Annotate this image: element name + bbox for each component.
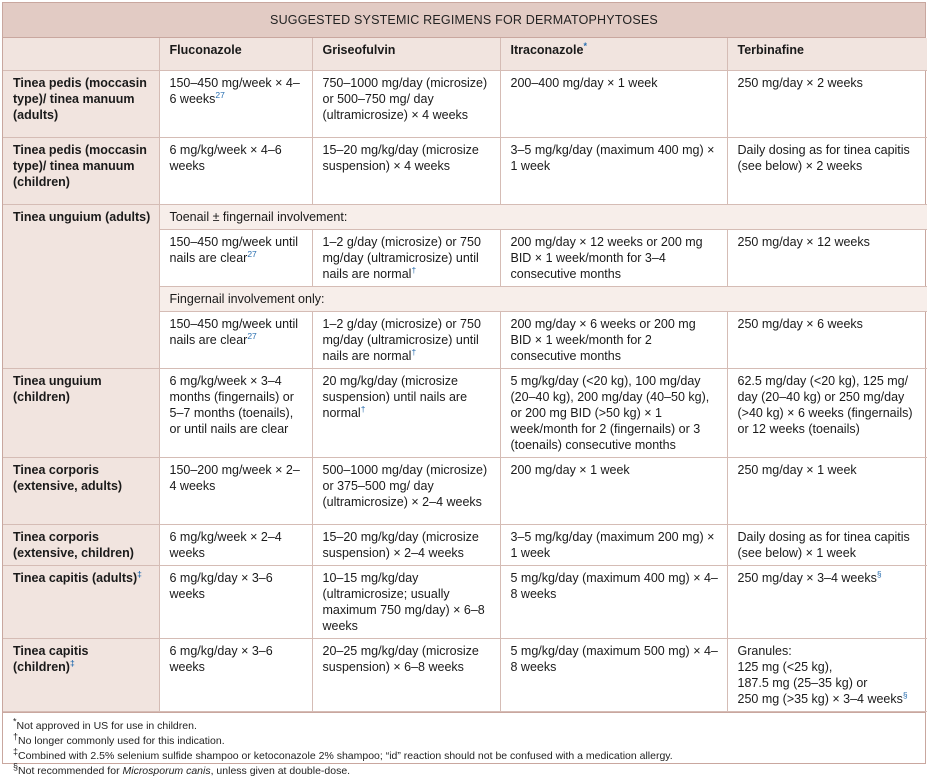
cell-unguium-children-griseofulvin: 20 mg/kg/day (microsize suspension) until nails are normal† <box>312 369 500 458</box>
cell-unguium-children-itraconazole: 5 mg/kg/day (<20 kg), 100 mg/day (20–40 kg), 200 mg/day (40–50 kg), or 200 mg BID (>50 kg) × 1 week/month for 2 (fingernails) or 3 (toenails) consecutive months <box>500 369 727 458</box>
cell-corporis-adults-fluconazole: 150–200 mg/week × 2–4 weeks <box>159 458 312 525</box>
cell-corporis-adults-itraconazole: 200 mg/day × 1 week <box>500 458 727 525</box>
row-label-corporis-children: Tinea corporis (extensive, children) <box>3 525 159 566</box>
cell-capitis-children-fluconazole: 6 mg/kg/day × 3–6 weeks <box>159 639 312 712</box>
footnotes <box>3 712 925 779</box>
cell-pedis-adults-griseofulvin: 750–1000 mg/day (microsize) or 500–750 mg/ day (ultramicrosize) × 4 weeks <box>312 71 500 138</box>
table-row <box>3 369 927 458</box>
cell-pedis-children-fluconazole: 6 mg/kg/week × 4–6 weeks <box>159 138 312 205</box>
regimen-table-panel <box>2 2 926 777</box>
cell-capitis-children-terbinafine: Granules: 125 mg (<25 kg), 187.5 mg (25–35 kg) or 250 mg (>35 kg) × 3–4 weeks§ <box>727 639 927 712</box>
cell-capitis-children-itraconazole: 5 mg/kg/day (maximum 500 mg) × 4–8 weeks <box>500 639 727 712</box>
row-label-pedis-children: Tinea pedis (moccasin type)/ tinea manuum (children) <box>3 138 159 205</box>
cell-unguium-children-fluconazole: 6 mg/kg/week × 3–4 months (fingernails) or 5–7 months (toenails), or until nails are clear <box>159 369 312 458</box>
row-label-unguium-children: Tinea unguium (children) <box>3 369 159 458</box>
cell-unguium-toe-terbinafine: 250 mg/day × 12 weeks <box>727 230 927 287</box>
cell-capitis-adults-griseofulvin: 10–15 mg/kg/day (ultramicrosize; usually maximum 750 mg/day) × 6–8 weeks <box>312 566 500 639</box>
table-title: SUGGESTED SYSTEMIC REGIMENS FOR DERMATOPHYTOSES <box>3 3 925 38</box>
row-label-corporis-adults: Tinea corporis (extensive, adults) <box>3 458 159 525</box>
footnote-3: ‡Combined with 2.5% selenium sulfide shampoo or ketoconazole 2% shampoo; “id” reaction should not be confused with a medication allergy. <box>13 746 673 762</box>
row-label-capitis-children: Tinea capitis (children)‡ <box>3 639 159 712</box>
cell-pedis-adults-terbinafine: 250 mg/day × 2 weeks <box>727 71 927 138</box>
cell-unguium-children-terbinafine: 62.5 mg/day (<20 kg), 125 mg/ day (20–40 kg) or 250 mg/day (>40 kg) × 6 weeks (fingernails) or 12 weeks (toenails) <box>727 369 927 458</box>
table-row <box>3 525 927 566</box>
footnote-mark-dagger[interactable]: † <box>360 403 366 414</box>
footnote-mark-section[interactable]: § <box>902 689 908 700</box>
cell-corporis-adults-terbinafine: 250 mg/day × 1 week <box>727 458 927 525</box>
cell-unguium-finger-itraconazole: 200 mg/day × 6 weeks or 200 mg BID × 1 week/month for 2 consecutive months <box>500 312 727 369</box>
cell-corporis-children-griseofulvin: 15–20 mg/kg/day (microsize suspension) × 2–4 weeks <box>312 525 500 566</box>
cell-unguium-finger-fluconazole: 150–450 mg/week until nails are clear$^{27}$ <box>159 312 312 369</box>
cell-unguium-finger-terbinafine: 250 mg/day × 6 weeks <box>727 312 927 369</box>
table-row <box>3 71 927 138</box>
regimen-table <box>3 38 927 712</box>
column-header-terbinafine: Terbinafine <box>727 38 927 71</box>
cell-corporis-children-fluconazole: 6 mg/kg/week × 2–4 weeks <box>159 525 312 566</box>
cell-corporis-children-terbinafine: Daily dosing as for tinea capitis (see below) × 1 week <box>727 525 927 566</box>
column-header-fluconazole: Fluconazole <box>159 38 312 71</box>
cell-unguium-toe-itraconazole: 200 mg/day × 12 weeks or 200 mg BID × 1 week/month for 3–4 consecutive months <box>500 230 727 287</box>
column-header-griseofulvin: Griseofulvin <box>312 38 500 71</box>
table-row <box>3 205 927 230</box>
subheader-toenail: Toenail ± fingernail involvement: <box>159 205 927 230</box>
footnote-mark-dagger[interactable]: † <box>411 346 417 357</box>
table-row <box>3 566 927 639</box>
reference-link[interactable]: 27 <box>247 248 257 259</box>
cell-capitis-adults-fluconazole: 6 mg/kg/day × 3–6 weeks <box>159 566 312 639</box>
cell-unguium-toe-griseofulvin: 1–2 g/day (microsize) or 750 mg/day (ultramicrosize) until nails are normal† <box>312 230 500 287</box>
footnote-4: §Not recommended for Microsporum canis, unless given at double-dose. <box>13 761 351 777</box>
footnote-1: *Not approved in US for use in children. <box>13 716 197 732</box>
itraconazole-footnote-mark[interactable]: * <box>583 40 587 51</box>
cell-unguium-toe-fluconazole: 150–450 mg/week until nails are clear$^{27}$ <box>159 230 312 287</box>
footnote-mark-double-dagger[interactable]: ‡ <box>69 657 75 668</box>
table-row <box>3 639 927 712</box>
row-label-capitis-adults: Tinea capitis (adults)‡ <box>3 566 159 639</box>
cell-pedis-children-itraconazole: 3–5 mg/kg/day (maximum 400 mg) × 1 week <box>500 138 727 205</box>
cell-capitis-adults-itraconazole: 5 mg/kg/day (maximum 400 mg) × 4–8 weeks <box>500 566 727 639</box>
reference-link[interactable]: 27 <box>215 89 225 100</box>
cell-unguium-finger-griseofulvin: 1–2 g/day (microsize) or 750 mg/day (ultramicrosize) until nails are normal† <box>312 312 500 369</box>
cell-capitis-children-griseofulvin: 20–25 mg/kg/day (microsize suspension) × 6–8 weeks <box>312 639 500 712</box>
itraconazole-label: Itraconazole <box>510 43 584 57</box>
corner-cell <box>3 38 159 71</box>
row-label-pedis-adults: Tinea pedis (moccasin type)/ tinea manuum (adults) <box>3 71 159 138</box>
table-row <box>3 458 927 525</box>
cell-corporis-adults-griseofulvin: 500–1000 mg/day (microsize) or 375–500 mg/ day (ultramicrosize) × 2–4 weeks <box>312 458 500 525</box>
footnote-mark-section[interactable]: § <box>876 568 882 579</box>
subheader-fingernail: Fingernail involvement only: <box>159 287 927 312</box>
column-header-itraconazole <box>500 38 727 71</box>
footnote-mark-double-dagger[interactable]: ‡ <box>137 568 142 579</box>
table-row <box>3 138 927 205</box>
cell-pedis-adults-itraconazole: 200–400 mg/day × 1 week <box>500 71 727 138</box>
reference-link[interactable]: 27 <box>247 330 257 341</box>
cell-capitis-adults-terbinafine: 250 mg/day × 3–4 weeks§ <box>727 566 927 639</box>
column-header-row <box>3 38 927 71</box>
cell-pedis-children-terbinafine: Daily dosing as for tinea capitis (see below) × 2 weeks <box>727 138 927 205</box>
cell-pedis-children-griseofulvin: 15–20 mg/kg/day (microsize suspension) × 4 weeks <box>312 138 500 205</box>
footnote-mark-dagger[interactable]: † <box>411 264 417 275</box>
footnote-2: †No longer commonly used for this indication. <box>13 731 225 747</box>
cell-corporis-children-itraconazole: 3–5 mg/kg/day (maximum 200 mg) × 1 week <box>500 525 727 566</box>
cell-pedis-adults-fluconazole: 150–450 mg/week × 4–6 weeks$^{27}$ <box>159 71 312 138</box>
row-label-unguium-adults: Tinea unguium (adults) <box>3 205 159 369</box>
